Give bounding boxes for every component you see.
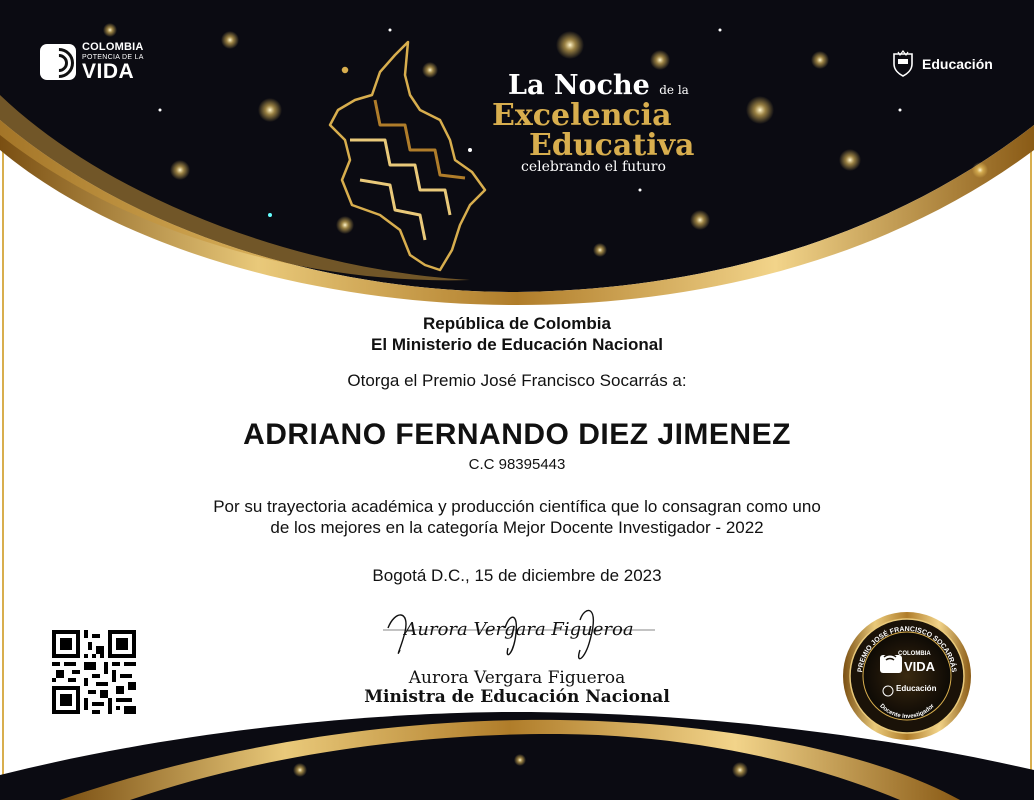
colombia-wave-icon xyxy=(40,44,76,80)
issuer-line2: El Ministerio de Educación Nacional xyxy=(371,335,663,354)
handwritten-signature xyxy=(383,603,655,663)
recipient-name: ADRIANO FERNANDO DIEZ JIMENEZ xyxy=(243,418,791,451)
event-title-small: de la xyxy=(659,83,689,97)
seal-educacion: Educación xyxy=(896,684,937,693)
event-tagline: celebrando el futuro xyxy=(521,159,666,175)
colombia-logo-line3: VIDA xyxy=(82,60,135,83)
event-title-main: La Noche xyxy=(508,70,650,101)
qr-code[interactable] xyxy=(52,630,136,714)
seal-ring-text: PREMIO JOSÉ FRANCISCO SOCARRÁS xyxy=(857,625,957,673)
event-title-line3: Educativa xyxy=(529,128,695,163)
signatory-name: Aurora Vergara Figueroa xyxy=(408,668,626,688)
recipient-id: C.C 98395443 xyxy=(468,456,566,473)
colombia-logo-line2: POTENCIA DE LA xyxy=(82,54,144,61)
issue-date: Bogotá D.C., 15 de diciembre de 2023 xyxy=(372,566,662,585)
event-title-line1 xyxy=(508,70,689,101)
motivation-line2: de los mejores en la categoría Mejor Docente Investigador - 2022 xyxy=(270,518,764,537)
motivation-line1: Por su trayectoria académica y producción científica que lo consagran como uno xyxy=(213,497,821,516)
educacion-logo xyxy=(890,50,993,78)
motivation-text xyxy=(0,496,1034,538)
signatory-title: Ministra de Educación Nacional xyxy=(364,687,670,707)
shield-icon xyxy=(890,50,916,78)
colombia-logo-line1: COLOMBIA xyxy=(82,41,144,53)
signature-text: Aurora Vergara Figueroa xyxy=(404,619,634,640)
issuer-block xyxy=(0,313,1034,355)
seal-vida: VIDA xyxy=(904,659,936,674)
award-intro: Otorga el Premio José Francisco Socarrás a: xyxy=(347,371,687,390)
top-night-banner xyxy=(0,0,1034,292)
educacion-label: Educación xyxy=(922,56,993,72)
seal-colombia: COLOMBIA xyxy=(898,651,931,657)
seal-category-text: Docente Investigador xyxy=(878,703,936,721)
award-seal xyxy=(842,611,972,741)
colombia-potencia-vida-logo xyxy=(40,42,144,82)
issuer-line1: República de Colombia xyxy=(423,314,611,333)
event-title-line2: Excelencia xyxy=(492,98,672,133)
svg-text:Docente Investigador xyxy=(878,703,936,720)
